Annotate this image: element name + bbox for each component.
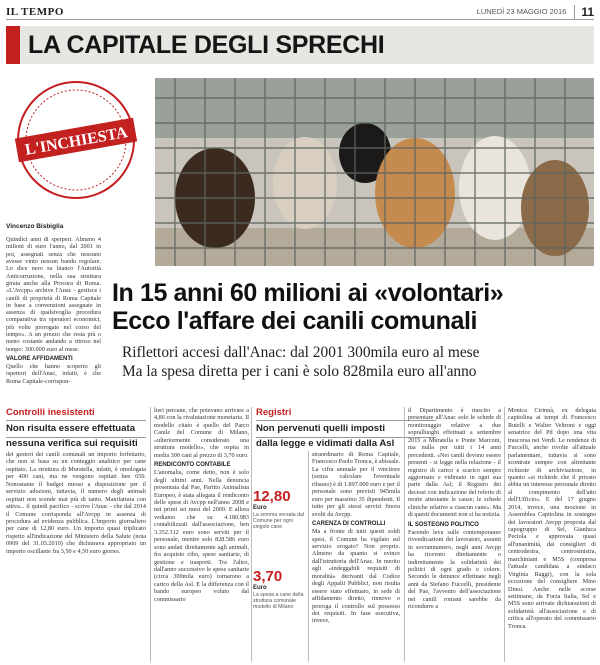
figure-value: 12,80: [253, 488, 291, 505]
deck-line-1: Riflettori accesi dall'Anac: dal 2001 300mila euro al mese: [122, 344, 480, 361]
section-title: LA CAPITALE DEGLI SPRECHI: [28, 30, 385, 59]
column-divider: [308, 451, 309, 662]
box-line-2: nessuna verifica sui requisiti: [6, 438, 138, 450]
intro-paragraph-after: Quello che hanno scoperto gli ispettori dell'Anac, infatti, è che Roma Capitale-corrispon-: [6, 363, 101, 385]
intro-paragraph: Quindici anni di sperperi. Almeno 4 milioni di euro l'anno, dal 2001 in poi, assegnati senza che nessuno avesse vinto nessun bando regolare. Lo dice nero su bianco l'Autorità Anticorruzione, nella sua struttura girata anche alla Procura di Roma. «L'Avcpp» archive l'Anac - gestisce i canili di proprietà di Roma Capitale in base a convenzioni assegnate in assenza di qualsivoglia procedura comparativa tra operatori economici, più volte prorogate nel corso del tempo». A un prezzo che resta più o meno costante andando a ritroso nel tempo: 300.000 euro al mese.: [6, 236, 101, 353]
deck: [122, 343, 596, 381]
dogs-photo: [155, 78, 594, 266]
intro-column: [6, 236, 101, 386]
newspaper-name: IL TEMPO: [6, 5, 64, 18]
box-line-1: Non risulta essere effettuata: [6, 423, 146, 438]
headline-line-1: In 15 anni 60 milioni ai «volontari»: [112, 279, 504, 307]
column-divider: [150, 407, 151, 662]
column-divider: [504, 407, 505, 662]
article-paragraph-after: Ma a fronte di tutti questi soldi spesi, il Comune ha vigilato sul servizio erogato? Non proprio. Almeno da quanto si evince dall'istruttoria dell'Anac. In merito agli «indeggabili requisiti di moralità» derivanti dal Codice degli Appalti Pubblici, non risulta essere stato effettuato, in sede di affidamento diretto, rinnovo o proroga il controllo sul possesso dei requisiti. In fase esecutiva, invece,: [312, 528, 400, 625]
deck-line-2: Ma la spesa diretta per i cani è solo 828mila euro all'anno: [122, 363, 477, 381]
article-subhead: RENDICONTO CONTABILE: [154, 462, 231, 469]
article-column-4: [408, 407, 501, 662]
column-divider: [251, 407, 252, 662]
masthead: [6, 4, 594, 20]
box-kicker: Controlli inesistenti: [6, 407, 146, 421]
headline-line-2: Ecco l'affare dei canili comunali: [112, 307, 478, 335]
article-paragraph: dei gestori dei canili comunali un importo forfettario, che non si basa su un conteggio analitico per cane ospitato. La struttura di Muratella, infatti, è omologata per 400 cani, ma ne vengono ospitati ben 650. Nonostante il budget messo a disposizione per il servizio adozioni, tuttavia, il numero degli animali ospitati non scende mai più di tanto. Manifattura con attiva... il quindi pacifico - scrive l'Anac - che dal 2014 il Comune corrisponda all'Avcpp in assenza di procedura ad evidenza pubblica. L'importo giornaliero per cane di 12,80 euro. Un importo quasi triplicato rispetto all'indicazione del Ministero della Salute (nota 0909 del 31.03.2010) che dichiarava appropriato un importo oscillante fra 3,50 e 4,50 euro giorno.: [6, 451, 146, 555]
main-headline: [112, 279, 596, 335]
article-paragraph: il Dipartimento è riuscito a presentare all'Anac solo le schede di monitoraggio relative a due sopralluoghi effettuati a settembre 2015 a Muratella e Ponte Marconi, ma nulla per tutti i 14 anni precedenti. «Nei canili devono essere presenti - si legge nella relazione - il registro di carico e scarico sempre aggiornato e vidimato in ogni sua parte dalla Asl; il Registro dei decessi con indicazione del referto di morte attestante le cause; le schede cliniche relative a ciascun cane». Ma di questi documenti non si ha notizia.: [408, 407, 501, 519]
intro-subhead: VALORE AFFIDAMENTI: [6, 356, 73, 362]
section-banner: [6, 26, 594, 64]
box-kicker: Registri: [256, 407, 436, 421]
inchiesta-stamp-icon: [14, 78, 138, 202]
figure-description: La somma versata dal Comune per ogni singolo cane: [253, 512, 305, 531]
article-paragraph: straordinario di Roma Capitale, Francesco Paolo Tronca, è abissale. La cifra annuale per il vincitore (senza calcolare l'eventuale ribasso) è di 1.897.000 euro e per il personale sono previsti 945mila euro per massimo 35 dipendenti. Il tutto per gli stessi servizi finora svolti da Avcpp.: [312, 451, 400, 518]
figure-3-70: [253, 569, 305, 611]
stamp-text: L'INCHIESTA: [23, 124, 129, 159]
issue-date: LUNEDÌ 23 MAGGIO 2016: [476, 7, 567, 16]
sidebar-box-controlli: [6, 407, 146, 451]
figure-description: La spesa a cane della struttura comunale modello di Milano: [253, 592, 304, 611]
byline: Vincenzo Bisbiglia: [6, 223, 64, 230]
article-paragraph-after: L'anomalia, come detto, non è solo degli ultimi anni. Nella denuncia presentata dal Pae, Partito Animalista Europeo, è stata allegata il rendiconto delle spese di Avcpp nell'anno 2008 e nei primi sei mesi del 2009. E allora vediamo che su 4.180.983 contabilizzati dall'associazione, ben 3.352.312 euro sono serviti per il personale, mentre solo 828.586 euro sono andati direttamente agli animali, fra acquisto cibo, spese sanitarie, di gestione e trasporti. Tra l'altro, dall'anno successivo le spese sanitarie (circa 300mila euro) tornarono a carico della Asl. E la differenza con il bando europeo voluto dal commissario: [154, 469, 249, 603]
article-column-2: [154, 407, 249, 662]
article-subhead: CARENZA DI CONTROLLI: [312, 520, 386, 527]
column-divider: [404, 407, 405, 662]
article-column-5: [508, 407, 596, 662]
box-line-2: dalla legge e vidimati dalla Asl: [256, 438, 395, 450]
figure-unit: Euro: [253, 505, 267, 511]
article-column-3: [312, 451, 400, 661]
box-line-1: Non pervenuti quelli imposti: [256, 423, 436, 438]
figure-12-80: [253, 489, 305, 531]
figure-unit: Euro: [253, 585, 267, 591]
figure-value: 3,70: [253, 568, 283, 585]
page-number: 11: [574, 5, 594, 19]
article-subhead: IL SOSTEGNO POLITICO: [408, 521, 479, 528]
article-column-1: [6, 451, 146, 661]
article-paragraph: lieri percane, che potevano arrivare a 4,86 con la rivalutazione monetaria. Il modello citato è quello del Parco Canile del Comune di Milano, «ulteriormente considerato una struttura modello», che ospita in media 300 cani al prezzo di 3,70 euro.: [154, 407, 249, 459]
article-paragraph: Monica Cirinnà, ex delegata capitolina ai tempi di Francesco Rutelli e Walter Veltroni e oggi senatrice del Pd dopo una vita trascorsa nei Verdi. Le rendenze di Fuccelli, anche rivolte all'attuale parlamentare, tuttavia si sono scontrate sempre con altrettante richieste di archiviazione, in quanto «si richiede che il privato abbia un interesse personale diretto al compimento dell'atto dell'Ufficio». E del 17 giugno 2014, invece, una mozione in Assemblea Capitolina in sostegno dei lavoratori Avcpp proposta dal capogruppo di Sel, Gianluca Peciola e approvata quasi all'unanimità, dai consiglieri di centrodestra, centrosinistra, marchiniani e M5S (compresa l'attuale candidata a sindaco Virginia Raggi), con la sola eccezione del consigliere Mino Dinoi. Anche nelle scorse settimane, da Forza Italia, Sel e M5S sono arrivate dichiarazioni di solidarietà all'associazione e di critica all'operato del commissario Tronca.: [508, 407, 596, 630]
article-paragraph-after: Facendo leva sulle contemporanee rivendicazioni dei lavoratori, assunti in sovrannumero, negli anni Avcpp ha ricevuto direttamente o indirettamente la solidarietà dei politici di ogni grado e colore. Secondo le denunce effettuate negli anni da Stefano Fuccelli, presidente del Pae, l'avvento dell'associazione nei canili romani sarebbe da ricondurre a: [408, 528, 501, 611]
